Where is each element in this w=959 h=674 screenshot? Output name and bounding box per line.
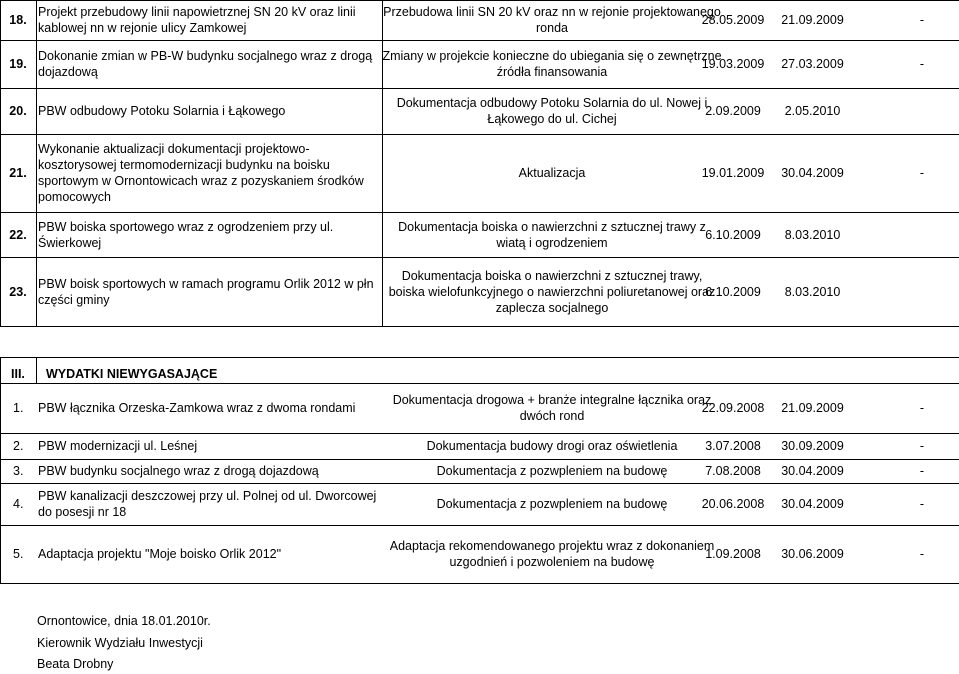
footer-person: Beata Drobny [37, 657, 114, 671]
row-start-date: 19.01.2009 [701, 166, 765, 180]
row-end-date: 30.04.2009 [781, 464, 844, 478]
row-description: Aktualizacja [518, 166, 586, 180]
row-name: PBW odbudowy Potoku Solarnia i Łąkowego [38, 104, 286, 118]
row-end-date: 27.03.2009 [781, 57, 844, 71]
row-extra: - [919, 166, 925, 180]
row-start-date: 6.10.2009 [705, 227, 761, 242]
row-number: 3. [13, 464, 24, 478]
table-row [0, 525, 959, 583]
row-name: Adaptacja projektu "Moje boisko Orlik 2012" [38, 547, 282, 561]
row-name: Wykonanie aktualizacji dokumentacji projektowo-kosztorysowej termomodernizacji budynku na boisku sportowym w Ornontowicach wraz z pozyskaniem środków pomocowych [38, 142, 364, 204]
row-number: 22. [9, 227, 27, 242]
row-number: 23. [9, 284, 27, 299]
row-end-date: 21.09.2009 [781, 401, 844, 415]
table-row [0, 459, 959, 483]
row-name: PBW boisk sportowych w ramach programu Orlik 2012 w płn części gminy [38, 276, 374, 307]
row-end-date: 8.03.2010 [784, 227, 841, 242]
row-start-date: 7.08.2008 [705, 464, 761, 478]
table-row [0, 88, 959, 134]
row-description: Dokumentacja budowy drogi oraz oświetlenia [426, 439, 678, 453]
row-description: Dokumentacja odbudowy Potoku Solarnia do ul. Nowej i Łąkowego do ul. Cichej [396, 96, 708, 126]
row-description: Adaptacja rekomendowanego projektu wraz z dokonaniem uzgodnień i pozwoleniem na budowę [389, 539, 715, 569]
table-row [0, 483, 959, 525]
row-name: PBW modernizacji ul. Leśnej [38, 439, 198, 453]
row-start-date: 1.09.2008 [705, 547, 761, 561]
row-start-date: 6.10.2009 [705, 284, 761, 299]
row-description: Przebudowa linii SN 20 kV oraz nn w rejonie projektowanego ronda [383, 5, 721, 35]
row-end-date: 21.09.2009 [781, 13, 844, 27]
row-extra: - [919, 464, 925, 478]
table-row [0, 40, 959, 88]
row-description: Zmiany w projekcie konieczne do ubiegania się o zewnętrzne źródła finansowania [382, 49, 722, 79]
row-extra: - [919, 497, 925, 511]
row-description: Dokumentacja boiska o nawierzchni z sztucznej trawy z wiatą i ogrodzeniem [398, 219, 706, 250]
row-number: 18. [9, 13, 27, 27]
row-extra: - [919, 547, 925, 561]
row-end-date: 2.05.2010 [784, 104, 841, 118]
row-extra: - [919, 57, 925, 71]
row-start-date: 28.05.2009 [701, 13, 765, 27]
row-description: Dokumentacja boiska o nawierzchni z sztucznej trawy, boiska wielofunkcyjnego o nawierzchni poliuretanowej oraz zaplecza socjalnego [388, 268, 716, 315]
row-name: Dokonanie zmian w PB-W budynku socjalnego wraz z drogą dojazdową [38, 49, 373, 79]
row-number: 5. [13, 547, 24, 561]
table-row [0, 433, 959, 459]
row-number: 19. [9, 57, 27, 71]
footer-place-date: Ornontowice, dnia 18.01.2010r. [37, 614, 211, 628]
row-start-date: 20.06.2008 [701, 497, 765, 511]
table-row [0, 212, 959, 257]
row-description: Dokumentacja z pozwpleniem na budowę [436, 497, 668, 511]
row-name: PBW łącznika Orzeska-Zamkowa wraz z dwoma rondami [38, 401, 356, 415]
row-extra: - [919, 439, 925, 453]
table-row [0, 383, 959, 433]
row-end-date: 8.03.2010 [784, 284, 841, 299]
row-description: Dokumentacja z pozwpleniem na budowę [436, 464, 668, 478]
row-extra: - [919, 13, 925, 27]
row-end-date: 30.09.2009 [781, 439, 844, 453]
row-start-date: 22.09.2008 [701, 401, 765, 415]
row-name: Projekt przebudowy linii napowietrznej SN 20 kV oraz linii kablowej nn w rejonie ulicy Zamkowej [38, 5, 356, 35]
row-end-date: 30.06.2009 [781, 547, 844, 561]
row-name: PBW boiska sportowego wraz z ogrodzeniem przy ul. Świerkowej [38, 219, 334, 250]
row-name: PBW kanalizacji deszczowej przy ul. Polnej od ul. Dworcowej do posesji nr 18 [38, 489, 377, 519]
row-number: 20. [9, 104, 27, 118]
row-extra [916, 88, 928, 134]
row-description: Dokumentacja drogowa + branże integralne łącznika oraz dwóch rond [392, 393, 712, 423]
section-title: WYDATKI NIEWYGASAJĄCE [46, 367, 218, 381]
row-start-date: 2.09.2009 [705, 104, 761, 118]
row-extra [916, 257, 928, 326]
row-name: PBW budynku socjalnego wraz z drogą dojazdową [38, 464, 319, 478]
row-extra: - [919, 401, 925, 415]
row-extra [916, 212, 928, 257]
row-number: 2. [13, 439, 24, 453]
table-row [0, 0, 959, 40]
row-end-date: 30.04.2009 [781, 166, 844, 180]
row-number: 4. [13, 497, 24, 511]
table-row [0, 257, 959, 326]
section-number: III. [11, 367, 25, 381]
row-end-date: 30.04.2009 [781, 497, 844, 511]
table-row [0, 134, 959, 212]
footer-position: Kierownik Wydziału Inwestycji [37, 636, 203, 650]
row-start-date: 19.03.2009 [701, 57, 765, 71]
row-number: 1. [13, 401, 24, 415]
row-number: 21. [9, 166, 27, 180]
row-start-date: 3.07.2008 [705, 439, 761, 453]
